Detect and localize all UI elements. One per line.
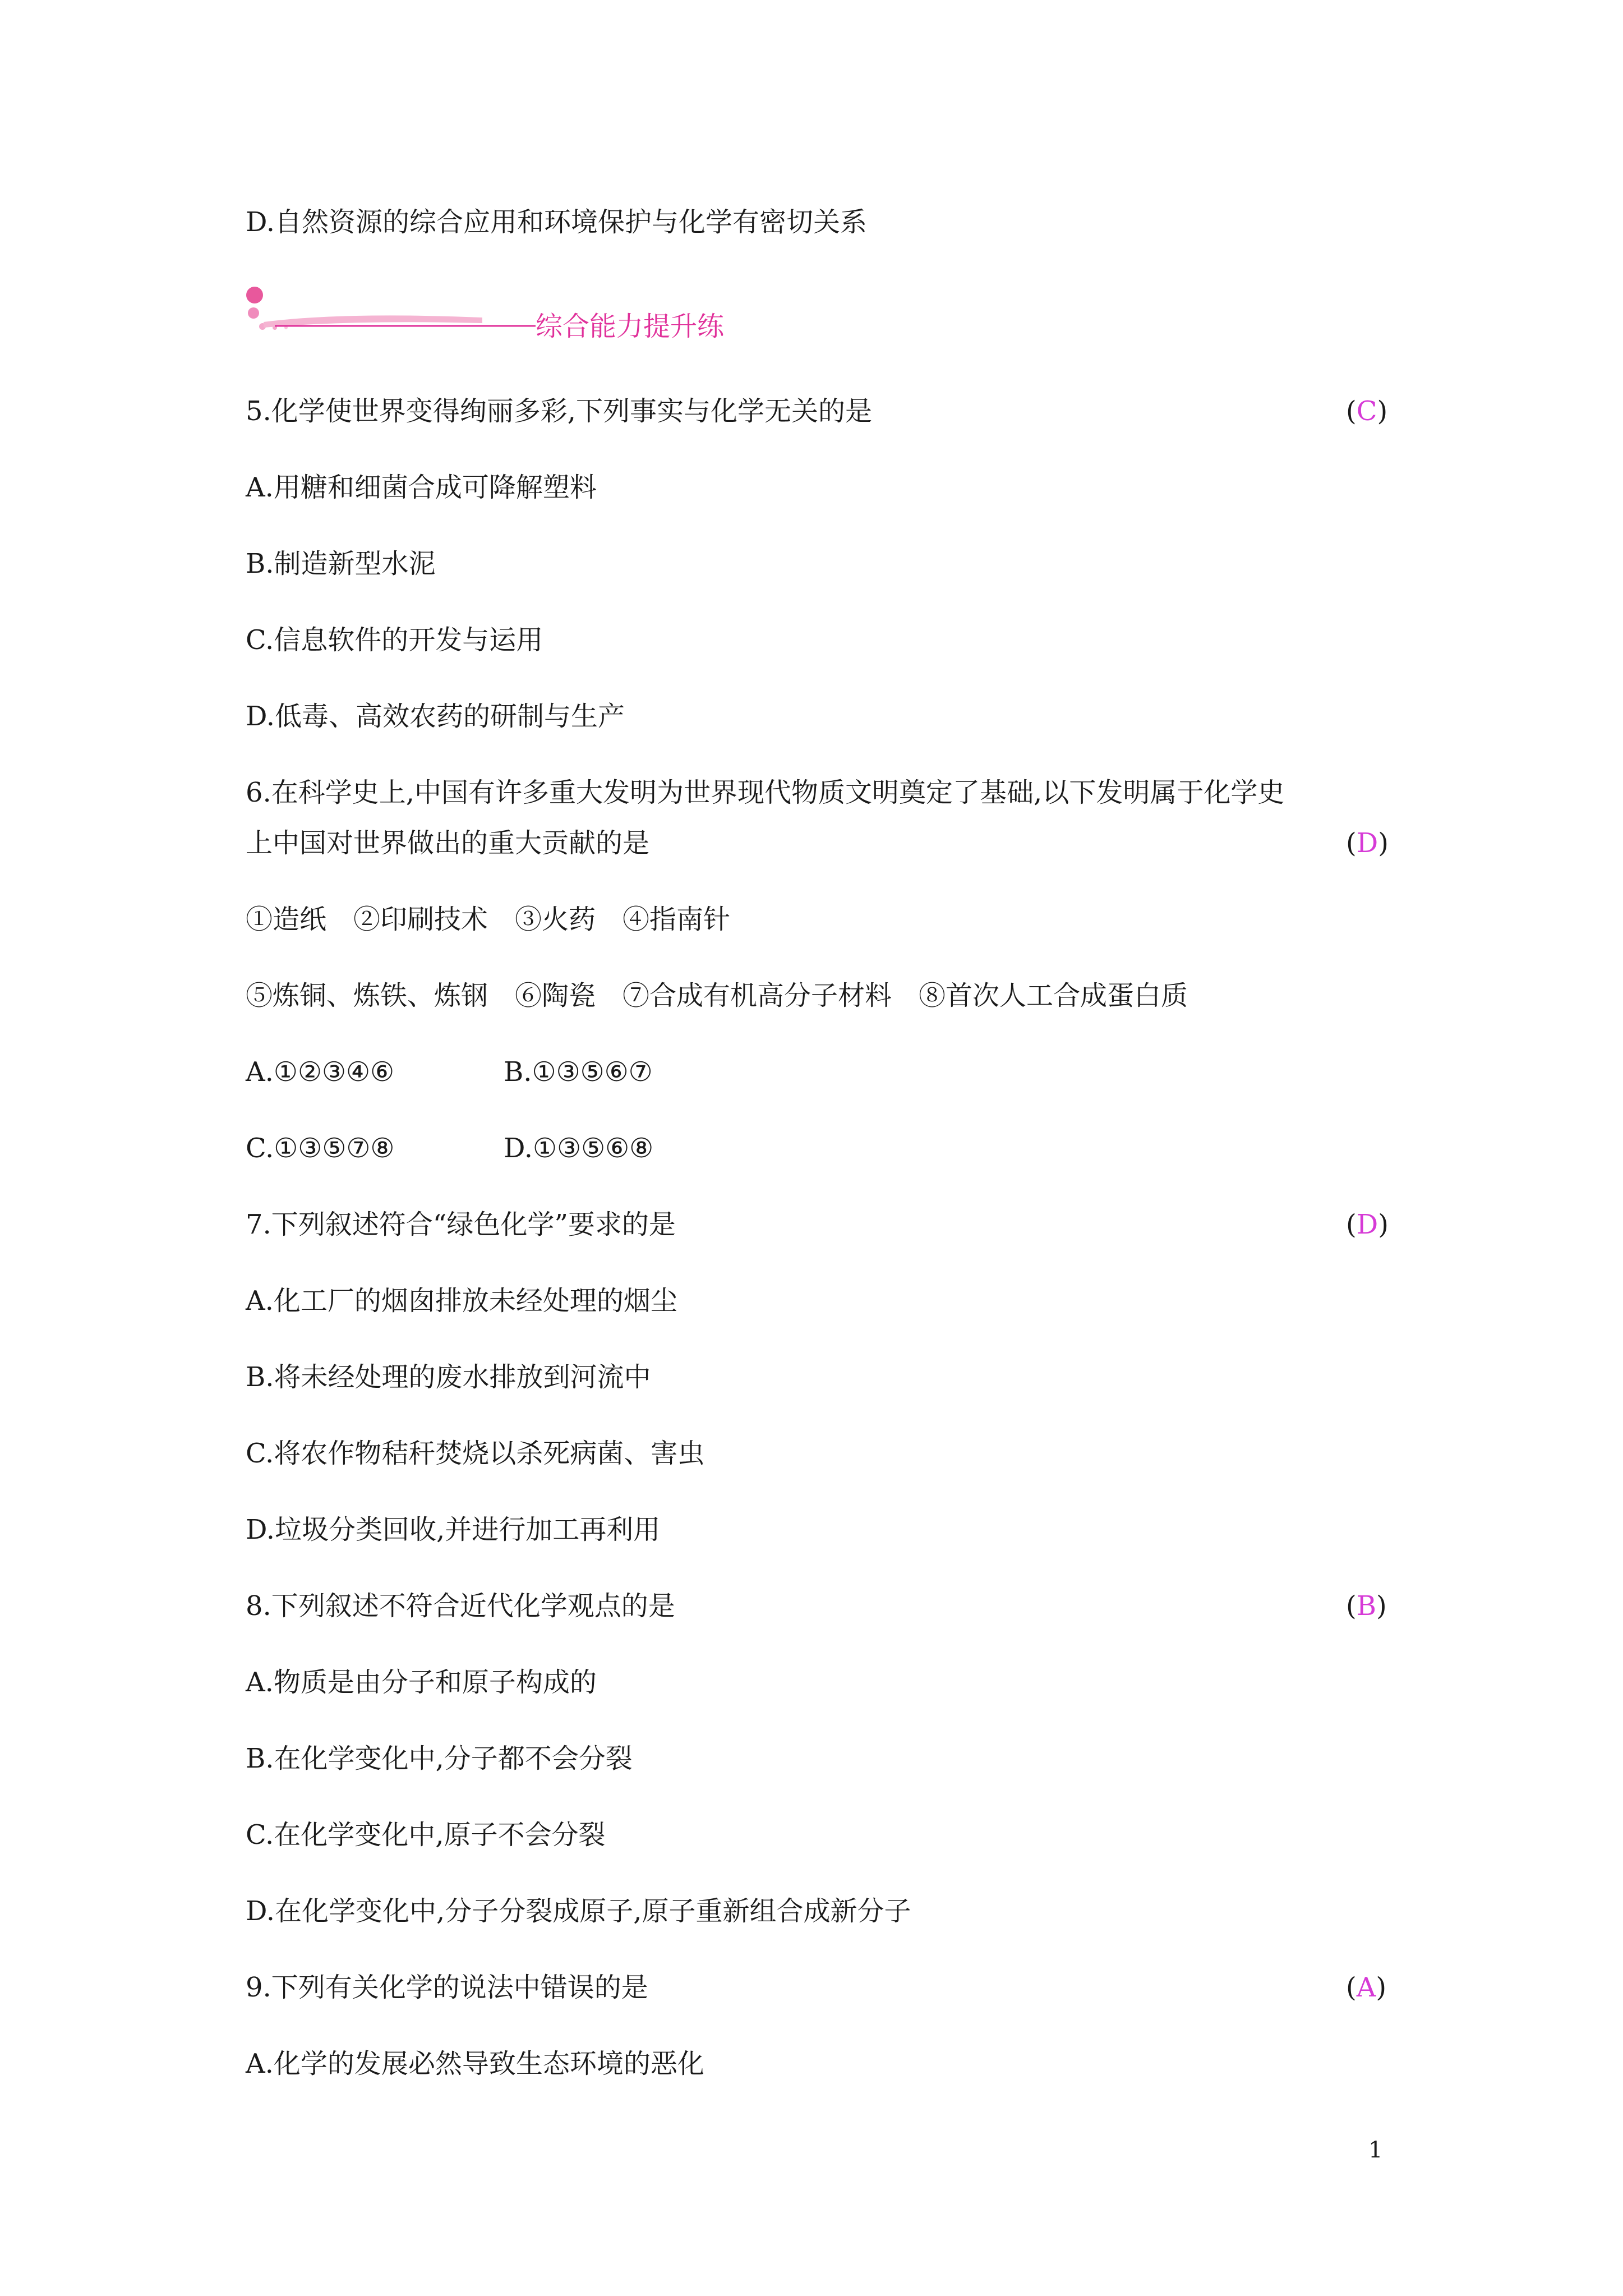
question-5-option-d: D.低毒、高效农药的研制与生产 — [246, 701, 625, 732]
question-8-answer: (B) — [1346, 1590, 1387, 1622]
question-6-option-c: C.①③⑤⑦⑧ — [246, 1133, 395, 1164]
decor-dot-medium — [248, 307, 259, 319]
question-6-options-row1 — [246, 1055, 750, 1089]
question-6-items-line1: ①造纸 ②印刷技术 ③火药 ④指南针 — [246, 904, 731, 935]
question-5-option-c: C.信息软件的开发与运用 — [246, 624, 543, 656]
question-7-option-c: C.将农作物秸秆焚烧以杀死病菌、害虫 — [246, 1438, 705, 1469]
question-6-option-a: A.①②③④⑥ — [246, 1056, 395, 1088]
question-5-option-a: A.用糖和细菌合成可降解塑料 — [246, 472, 597, 503]
question-9-stem: 9.下列有关化学的说法中错误的是 — [246, 1972, 648, 2003]
question-5-answer: (C) — [1346, 395, 1388, 427]
question-8-option-b: B.在化学变化中,分子都不会分裂 — [246, 1743, 633, 1774]
question-6-items-line2: ⑤炼铜、炼铁、炼钢 ⑥陶瓷 ⑦合成有机高分子材料 ⑧首次人工合成蛋白质 — [246, 980, 1188, 1011]
question-8-option-d: D.在化学变化中,分子分裂成原子,原子重新组合成新分子 — [246, 1895, 911, 1927]
question-6-option-d: D.①③⑤⑥⑧ — [504, 1133, 654, 1164]
option-text: D.自然资源的综合应用和环境保护与化学有密切关系 — [246, 206, 868, 238]
question-6-stem-line1: 6.在科学史上,中国有许多重大发明为世界现代物质文明奠定了基础,以下发明属于化学史 — [246, 777, 1285, 808]
question-8-option-c: C.在化学变化中,原子不会分裂 — [246, 1819, 606, 1851]
question-6-answer: (D) — [1346, 827, 1389, 859]
question-8-option-a: A.物质是由分子和原子构成的 — [246, 1667, 597, 1698]
question-7-stem: 7.下列叙述符合“绿色化学”要求的是 — [246, 1209, 676, 1240]
question-5-stem: 5.化学使世界变得绚丽多彩,下列事实与化学无关的是 — [246, 395, 873, 427]
question-9-option-a: A.化学的发展必然导致生态环境的恶化 — [246, 2048, 704, 2079]
page-number: 1 — [1368, 2137, 1383, 2163]
question-6-stem-line2: 上中国对世界做出的重大贡献的是 — [246, 827, 650, 859]
section-title: 综合能力提升练 — [536, 311, 725, 342]
question-9-answer: (A) — [1346, 1972, 1387, 2003]
question-7-option-a: A.化工厂的烟囱排放未经处理的烟尘 — [246, 1285, 677, 1317]
question-7-option-d: D.垃圾分类回收,并进行加工再利用 — [246, 1514, 661, 1545]
decor-dot-large — [246, 287, 263, 303]
question-7-option-b: B.将未经处理的废水排放到河流中 — [246, 1361, 651, 1393]
question-6-option-b: B.①③⑤⑥⑦ — [504, 1056, 653, 1088]
question-5-option-b: B.制造新型水泥 — [246, 548, 436, 579]
question-6-options-row2 — [246, 1131, 750, 1165]
section-decoration — [241, 280, 555, 348]
question-8-stem: 8.下列叙述不符合近代化学观点的是 — [246, 1590, 675, 1622]
question-7-answer: (D) — [1346, 1209, 1389, 1240]
